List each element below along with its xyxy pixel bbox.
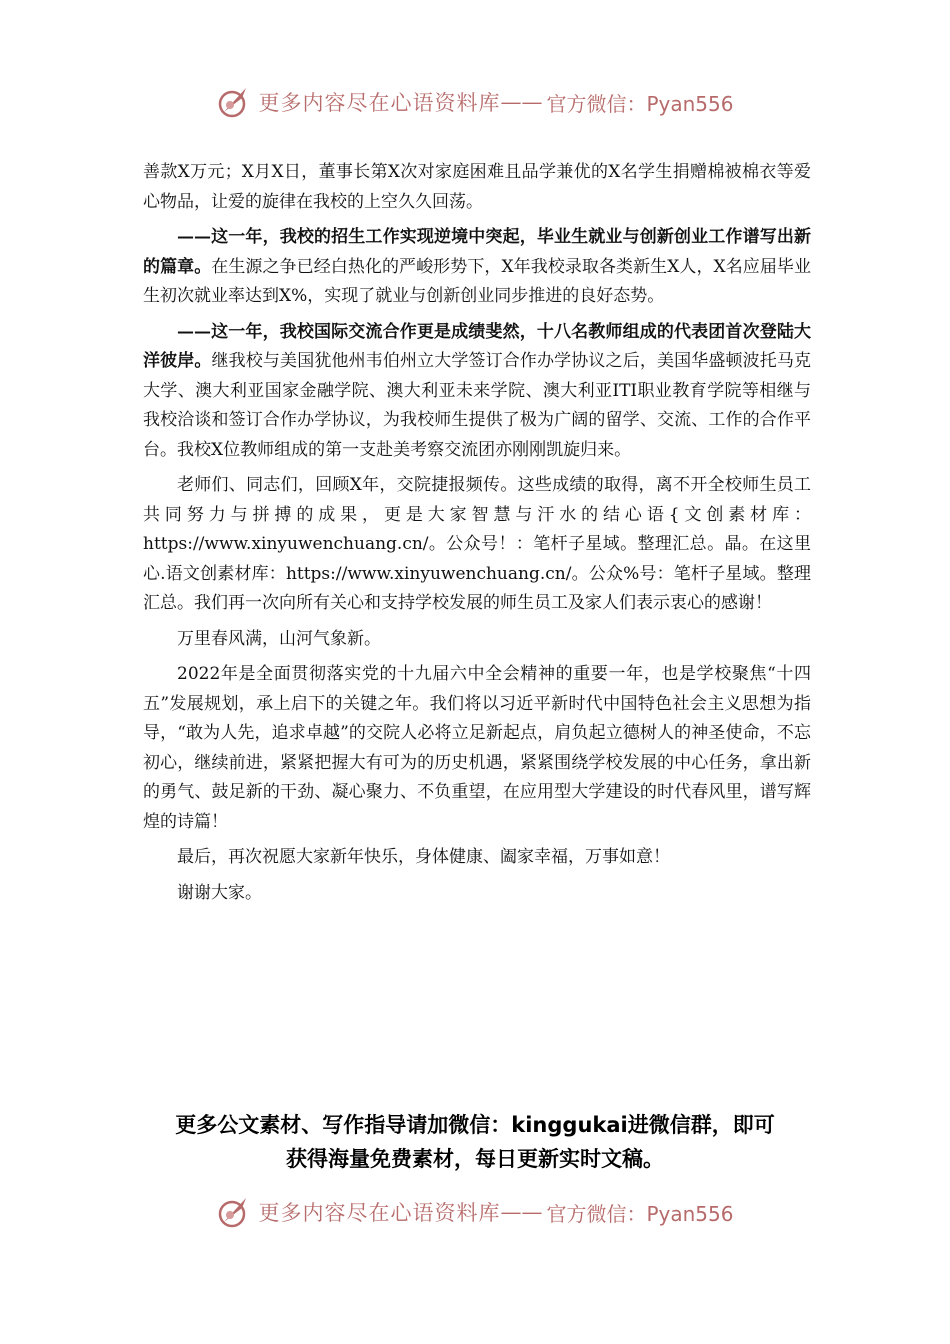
quill-logo-icon [216, 1194, 252, 1230]
banner-dash: —— [500, 1200, 543, 1224]
banner-site-name: 更多内容尽在心语资料库 [258, 1201, 501, 1225]
banner-site-name: 更多内容尽在心语资料库 [258, 91, 501, 115]
paragraph-lead: ——这一年，我校的招生工作实现逆境中突起，毕业生就业与创新创业工作谱写出新的篇章。 [143, 227, 811, 277]
document-body [143, 158, 811, 914]
banner-wechat: 官方微信：Pyan556 [546, 1201, 734, 1226]
header-banner [0, 82, 950, 122]
promo-notice [100, 1108, 850, 1176]
paragraph: 谢谢大家。 [177, 882, 262, 903]
paragraph: 万里春风满，山河气象新。 [177, 628, 381, 649]
paragraph: 2022年是全面贯彻落实党的十九届六中全会精神的重要一年，也是学校聚焦“十四五”发展规划，承上启下的关键之年。我们将以习近平新时代中国特色社会主义思想为指导，“敢为人先，追求卓越”的交院人必将立足新起点，肩负起立德树人的神圣使命，不忘初心，继续前进，紧紧把握大有可为的历史机遇，紧紧围绕学校发展的中心任务，拿出新的勇气、鼓足新的干劲、凝心聚力、不负重望，在应用型大学建设的时代春风里，谱写辉煌的诗篇！ [143, 664, 811, 832]
promo-line: 更多公文素材、写作指导请加微信：kinggukai进微信群，即可 [175, 1113, 775, 1137]
paragraph: 善款X万元；X月X日，董事长第X次对家庭困难且品学兼优的X名学生捐赠棉被棉衣等爱心物品，让爱的旋律在我校的上空久久回荡。 [143, 162, 811, 212]
paragraph: 老师们、同志们，回顾X年，交院捷报频传。这些成绩的取得，离不开全校师生员工共同努力与拼搏的成果，更是大家智慧与汗水的结心语{文创素材库：https://www.xinyuwenchuang.cn/。公众号！：笔杆子星域。整理汇总。晶。在这里心.语文创素材库：https://www.xinyuwenchuang.cn/。公众%号：笔杆子星域。整理汇总。我们再一次向所有关心和支持学校发展的师生员工及家人们表示衷心的感谢！ [143, 475, 811, 613]
quill-logo-icon [216, 84, 252, 120]
paragraph-lead: ——这一年，我校国际交流合作更是成绩斐然，十八名教师组成的代表团首次登陆大洋彼岸。 [143, 321, 811, 371]
footer-banner [0, 1192, 950, 1232]
promo-line: 获得海量免费素材，每日更新实时文稿。 [286, 1147, 664, 1171]
paragraph: ——这一年，我校国际交流合作更是成绩斐然，十八名教师组成的代表团首次登陆大洋彼岸。继我校与美国犹他州韦伯州立大学签订合作办学协议之后，美国华盛顿波托马克大学、澳大利亚国家金融学院、澳大利亚未来学院、澳大利亚ITI职业教育学院等相继与我校洽谈和签订合作办学协议，为我校师生提供了极为广阔的留学、交流、工作的合作平台。我校X位教师组成的第一支赴美考察交流团亦刚刚凯旋归来。 [143, 321, 812, 460]
banner-wechat: 官方微信：Pyan556 [546, 91, 734, 116]
paragraph: 最后，再次祝愿大家新年快乐，身体健康、阖家幸福，万事如意！ [177, 847, 670, 867]
banner-dash: —— [500, 90, 543, 114]
paragraph: ——这一年，我校的招生工作实现逆境中突起，毕业生就业与创新创业工作谱写出新的篇章。在生源之争已经白热化的严峻形势下，X年我校录取各类新生X人，X名应届毕业生初次就业率达到X%，实现了就业与创新创业同步推进的良好态势。 [143, 227, 811, 306]
